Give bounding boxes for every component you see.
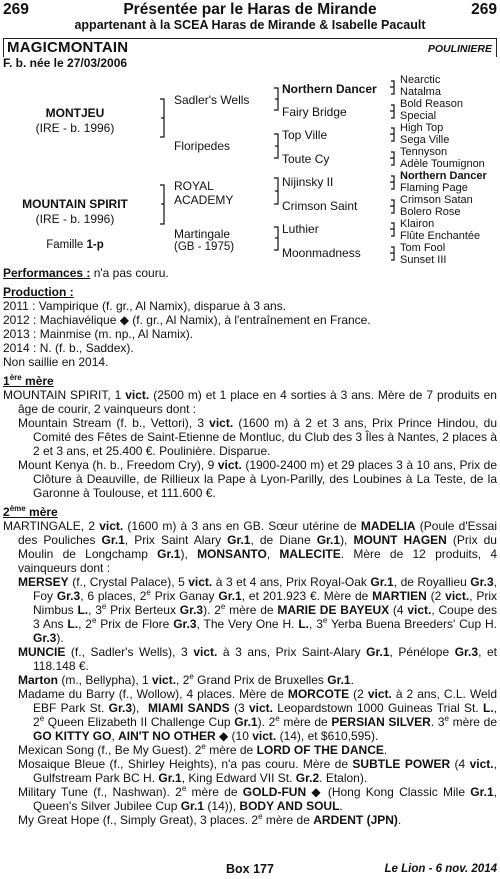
mere1-produce: Mountain Stream (f. b., Vettori), 3 vict. (1600 m) à 2 et 3 ans, Prix Prince Hindou, du Comité des Fêtes de Saint-Etienne de Montluc, du Club des 3 Îles à Nantes, 2 places à 2 et 3 ans, et 25.400 €. Poulinière. Disparue. <box>18 416 497 458</box>
g2-floripedes: Floripedes <box>174 139 231 153</box>
sire-info: (IRE - b. 1996) <box>35 121 115 135</box>
page-header <box>3 1 497 37</box>
page-footer <box>3 862 497 878</box>
mere2-produce: Madame du Barry (f., Wollow), 4 places. Mère de MORCOTE (2 vict. à 2 ans, C.L. Weld EBF Park St. Gr.3), MIAMI SANDS (3 vict. Leopardstown 1000 Guineas Trial St. L., 2e Queen Elizabeth II Challenge Cup Gr.1). 2e mère de PERSIAN SILVER. 3e mère de GO KITTY GO, AIN'T NO OTHER ◆ (10 vict. (14), et $610,595). <box>18 687 497 743</box>
mere2-produce: Marton (m., Bellypha), 1 vict., 2e Grand Prix de Bruxelles Gr.1. <box>18 672 354 687</box>
box-number: Box 177 <box>226 862 274 876</box>
mere2-produce: MERSEY (f., Crystal Palace), 5 vict. à 3 et 4 ans, Prix Royal-Oak Gr.1, de Royallieu Gr.3, Foy Gr.3, 6 places, 2e Prix Ganay Gr.1, et 201.923 €. Mère de MARTIEN (2 vict., Prix Nimbus L., 3e Prix Berteux Gr.3). 2e mère de MARIE DE BAYEUX (4 vict., Coupe des 3 Ans L., 2e Prix de Flore Gr.3, The Very One H. L., 3e Yerba Buena Breeders' Cup H. Gr.3). <box>18 575 498 645</box>
g4-item: Bold Reason <box>400 98 463 110</box>
dam-info: (IRE - b. 1996) <box>35 212 115 226</box>
horse-birth: F. b. née le 27/03/2006 <box>3 56 128 70</box>
production-item: 2014 : N. (f. b., Saddex). <box>3 341 134 355</box>
mere2-produce: Mosaique Bleue (f., Shirley Heights), n'a pas couru. Mère de SUBTLE POWER (4 vict., Gulfstream Park BC H. Gr.1, King Edward VII St. Gr.2. Etalon). <box>18 757 497 785</box>
mere2-produce: My Great Hope (f., Simply Great), 3 places. 2e mère de ARDENT (JPN). <box>18 812 402 827</box>
sale-reference: Le Lion - 6 nov. 2014 <box>384 863 497 875</box>
owner-line: appartenant à la SCEA Haras de Mirande & Isabelle Pacault <box>74 18 426 32</box>
production-item: 2011 : Vampirique (f. gr., Al Namix), disparue à 3 ans. <box>3 299 287 313</box>
catalogue-text <box>3 266 497 827</box>
g4-item: Special <box>400 110 437 122</box>
mere2-produce: Military Tune (f., Nashwan). 2e mère de GOLD-FUN ◆ (Hong Kong Classic Mile Gr.1, Queen's Silver Jubilee Cup Gr.1 (14)), BODY AND SOUL. <box>18 784 497 813</box>
lot-number-right: 269 <box>471 1 497 18</box>
g4-item: Northern Dancer <box>400 170 487 182</box>
horse-sex: POULINIERE <box>427 43 492 55</box>
mere2-paragraph: MARTINGALE, 2 vict. (1600 m) à 3 ans en GB. Sœur utérine de MADELIA (Poule d'Essai des Pouliches Gr.1, Prix Saint Alary Gr.1, de Diane Gr.1), MOUNT HAGEN (Prix du Moulin de Longchamp Gr.1), MONSANTO, MALECITE. Mère de 12 produits, 4 vainqueurs dont : <box>3 519 498 575</box>
production-item: Non saillie en 2014. <box>3 355 109 369</box>
g4-item: Tom Fool <box>400 242 446 254</box>
horse-name-box <box>3 38 497 57</box>
g3-fairy-bridge: Fairy Bridge <box>282 105 347 119</box>
g3-toute-cy: Toute Cy <box>282 152 330 166</box>
g2-sadlers-wells: Sadler's Wells <box>174 93 250 107</box>
g4-item: Sunset III <box>400 254 447 266</box>
sire-name: MONTJEU <box>45 106 105 120</box>
g3-moonmadness: Moonmadness <box>282 246 361 260</box>
horse-name: MAGICMONTAIN <box>7 39 129 56</box>
g4-item: Sega Ville <box>400 134 450 146</box>
pedigree-table <box>0 70 500 270</box>
g4-item: Bolero Rose <box>400 206 461 218</box>
dam-name: MOUNTAIN SPIRIT <box>22 197 128 211</box>
g4-item: Crimson Satan <box>400 194 473 206</box>
g3-top-ville: Top Ville <box>282 128 328 142</box>
g4-item: Flaming Page <box>400 182 468 194</box>
g4-item: Nearctic <box>400 74 441 86</box>
g4-item: High Top <box>400 122 444 134</box>
g4-item: Natalma <box>400 86 441 98</box>
g2-royal-academy: ROYAL ACADEMY <box>174 179 234 207</box>
lot-number: 269 <box>3 1 29 18</box>
mere2-produce: MUNCIE (f., Sadler's Wells), 3 vict. à 3 ans, Prix Saint-Alary Gr.1, Pénélope Gr.3, et 118.148 €. <box>18 645 497 673</box>
dam-family: Famille 1-p <box>46 239 104 251</box>
production-item: 2013 : Mainmise (m. np., Al Namix). <box>3 327 194 341</box>
g4-item: Flûte Enchantée <box>400 230 481 242</box>
production-heading: Production : <box>3 285 74 299</box>
mere1-heading: 1ère mère <box>3 373 54 388</box>
mere2-heading: 2ème mère <box>3 504 58 519</box>
g2-martingale-info: (GB - 1975) <box>174 241 235 253</box>
production-item: 2012 : Machiavélique ◆ (f. gr., Al Namix), à l'entraînement en France. <box>3 313 371 327</box>
mere1-paragraph: MOUNTAIN SPIRIT, 1 vict. (2500 m) et 1 place en 4 sorties à 3 ans. Mère de 7 produits en âge de courir, 2 vainqueurs dont : <box>3 388 497 416</box>
g4-item: Adèle Toumignon <box>400 158 485 170</box>
g3-luthier: Luthier <box>282 222 319 236</box>
g2-martingale: Martingale <box>174 227 231 241</box>
g4-item: Klairon <box>400 218 435 230</box>
g3-northern-dancer: Northern Dancer <box>282 82 377 96</box>
performances-line: Performances : n'a pas couru. <box>3 266 169 280</box>
mere2-produce: Mexican Song (f., Be My Guest). 2e mère de LORD OF THE DANCE. <box>18 742 388 757</box>
page-title: Présentée par le Haras de Mirande <box>123 1 377 18</box>
g3-nijinsky: Nijinsky II <box>282 175 334 189</box>
mere1-produce: Mount Kenya (h. b., Freedom Cry), 9 vict. (1900-2400 m) et 29 places 3 à 10 ans, Prix de Clôture à Deauville, de Rillieux la Pape à Lyon-Parilly, des Loubines à La Teste, de la Garonne à Toulouse, et 111.600 €. <box>18 458 498 500</box>
g3-crimson-saint: Crimson Saint <box>282 199 358 213</box>
g4-item: Tennyson <box>400 146 448 158</box>
